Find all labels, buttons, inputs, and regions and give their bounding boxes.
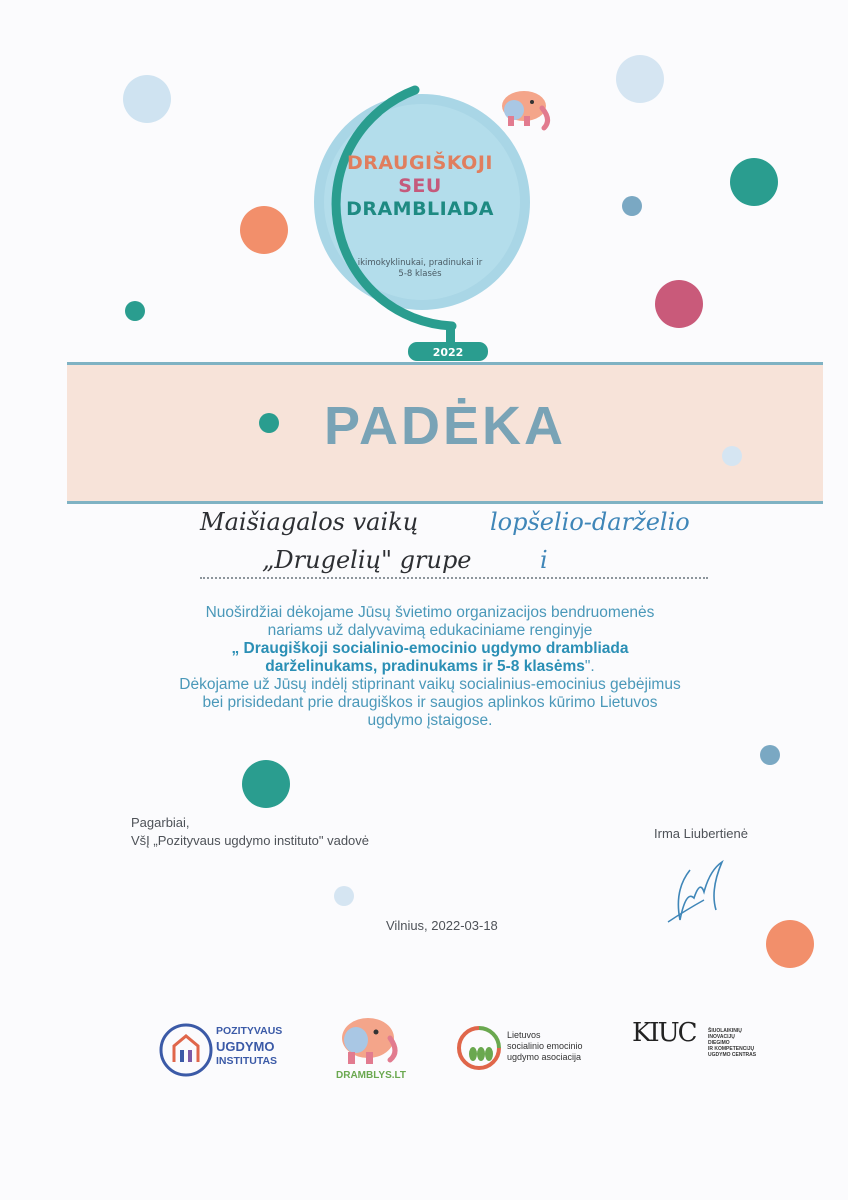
body-line: bei prisidedant prie draugiškos ir saugios aplinkos kūrimo Lietuvos xyxy=(202,694,658,711)
kiuc-mark: KIUC xyxy=(632,1018,696,1048)
logo-pozityvaus-ugdymo-institutas xyxy=(158,1022,283,1078)
decor-dot-light-blue xyxy=(616,55,664,103)
event-logo-globe xyxy=(300,80,560,370)
event-name-tail: ". xyxy=(584,658,595,675)
recipient-line1-part2: lopšelio-darželio xyxy=(490,508,690,536)
decor-dot-teal-small xyxy=(259,413,279,433)
event-name-line: darželinukams, pradinukams ir 5-8 klasėms xyxy=(265,658,585,675)
body-paragraph xyxy=(140,604,720,730)
globe-subtitle-line1: ikimokyklinukai, pradinukai ir xyxy=(357,258,483,268)
lseua-logo-icon xyxy=(455,1024,503,1072)
event-name-line: „ Draugiškoji socialinio-emocinio ugdymo drambliada xyxy=(231,640,629,657)
recipient-line1-part1: Maišiagalos vaikų xyxy=(200,508,419,536)
globe-title-line3: DRAMBLIADA xyxy=(346,198,494,220)
decor-dot-teal-small xyxy=(125,301,145,321)
pui-line3: INSTITUTAS xyxy=(216,1055,278,1067)
decor-dot-light-blue-small xyxy=(334,886,354,906)
recipient-line2-part1: „Drugelių" grupe xyxy=(262,546,472,574)
pui-logo-icon xyxy=(158,1022,214,1078)
recipient-line2-part2: i xyxy=(540,546,548,574)
decor-dot-berry xyxy=(655,280,703,328)
lseua-line2: socialinio emocinio xyxy=(507,1041,583,1051)
globe-subtitle xyxy=(340,258,500,280)
kiuc-line3: DIEGIMO xyxy=(708,1040,730,1046)
place-date: Vilnius, 2022-03-18 xyxy=(386,918,498,933)
recipient-underline xyxy=(200,577,708,579)
pui-line1: POZITYVAUS xyxy=(216,1025,283,1037)
globe-subtitle-line2: 5-8 klasės xyxy=(398,269,442,279)
decor-dot-salmon xyxy=(240,206,288,254)
globe-icon xyxy=(300,80,560,370)
signature-block xyxy=(131,814,369,850)
page-title: PADĖKA xyxy=(323,396,566,456)
kiuc-line4: IR KOMPETENCIJŲ xyxy=(708,1046,755,1052)
body-line: ugdymo įstaigose. xyxy=(367,712,493,729)
lseua-line3: ugdymo asociacija xyxy=(507,1052,582,1062)
decor-dot-blue-small xyxy=(622,196,642,216)
decor-dot-teal xyxy=(730,158,778,206)
globe-year: 2022 xyxy=(432,346,464,359)
decor-dot-teal xyxy=(242,760,290,808)
decor-dot-light-blue xyxy=(123,75,171,123)
dramblys-label: DRAMBLYS.LT xyxy=(336,1070,406,1081)
body-line: nariams už dalyvavimą edukaciniame renginyje xyxy=(267,622,593,639)
handwritten-signature xyxy=(660,850,740,930)
lseua-line1: Lietuvos xyxy=(507,1030,541,1040)
logo-lseua xyxy=(455,1024,605,1074)
kiuc-line2: INOVACIJŲ xyxy=(708,1034,735,1040)
greeting: Pagarbiai, xyxy=(131,815,190,830)
signer-name: Irma Liubertienė xyxy=(654,826,748,841)
title-banner xyxy=(67,362,823,504)
elephant-icon xyxy=(332,1012,402,1068)
globe-title-line2: SEU xyxy=(398,175,442,197)
body-line: Nuoširdžiai dėkojame Jūsų švietimo organizacijos bendruomenės xyxy=(205,604,655,621)
decor-dot-blue-small xyxy=(760,745,780,765)
pui-line2: UGDYMO xyxy=(216,1039,275,1054)
body-line: Dėkojame už Jūsų indėlį stiprinant vaikų socialinius-emocinius gebėjimus xyxy=(179,676,681,693)
kiuc-line1: ŠIUOLAIKINIŲ xyxy=(708,1028,742,1034)
globe-title xyxy=(300,152,540,221)
logo-dramblys xyxy=(332,1012,412,1088)
globe-title-line1: DRAUGIŠKOJI xyxy=(347,152,493,174)
logo-kiuc xyxy=(632,1014,772,1074)
decor-dot-salmon xyxy=(766,920,814,968)
signer-position: VšĮ „Pozityvaus ugdymo instituto" vadovė xyxy=(131,833,370,848)
decor-dot-light-blue-small xyxy=(722,446,742,466)
kiuc-line5: UGDYMO CENTRAS xyxy=(708,1052,757,1058)
